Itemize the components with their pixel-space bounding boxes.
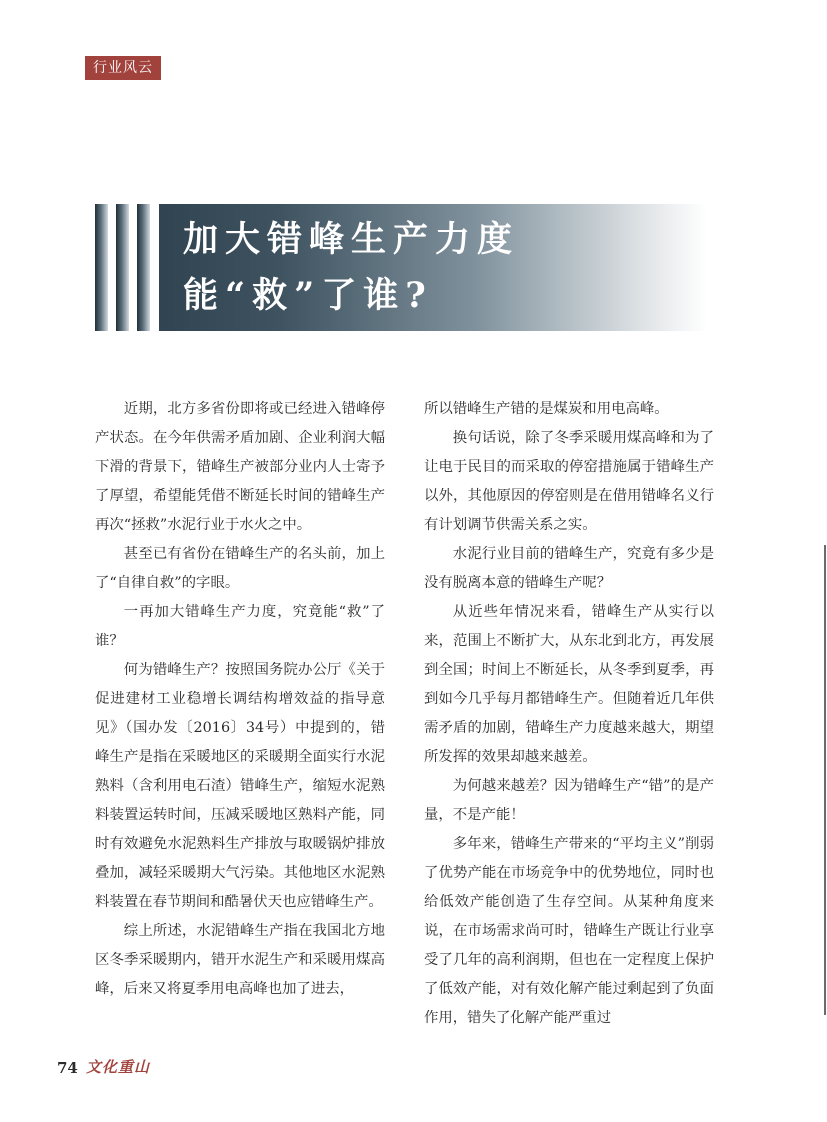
- paragraph-continuation: 所以错峰生产错的是煤炭和用电高峰。: [424, 401, 669, 417]
- article-title: [183, 212, 519, 324]
- page-edge-line: [824, 545, 826, 1015]
- paragraph: 一再加大错峰生产力度，究竟能“救”了谁？: [95, 604, 385, 649]
- left-column: [95, 395, 385, 1004]
- right-column: [424, 395, 714, 1033]
- page-number: 74: [57, 1059, 78, 1077]
- paragraph: 何为错峰生产？按照国务院办公厅《关于促进建材工业稳增长调结构增效益的指导意见》（国办发〔2016〕34号）中提到的，错峰生产是指在采暖地区的采暖期全面实行水泥熟料（含利用电石渣）错峰生产，缩短水泥熟料装置运转时间，压减采暖地区熟料产能，同时有效避免水泥熟料生产排放与取暖锅炉排放叠加，减轻采暖期大气污染。其他地区水泥熟料装置在春节期间和酷暑伏天也应错峰生产。: [95, 662, 385, 910]
- paragraph: 为何越来越差？因为错峰生产“错”的是产量，不是产能！: [424, 778, 714, 823]
- paragraph: 综上所述，水泥错峰生产指在我国北方地区冬季采暖期内，错开水泥生产和采暖用煤高峰，后来又将夏季用电高峰也加了进去，: [95, 923, 385, 997]
- banner-stripe: [95, 204, 108, 331]
- section-tag: 行业风云: [85, 56, 161, 80]
- banner-stripe: [137, 204, 150, 331]
- banner-stripe: [116, 204, 129, 331]
- title-banner: [95, 204, 707, 331]
- banner-stripes: [95, 204, 159, 331]
- paragraph: 从近些年情况来看，错峰生产从实行以来，范围上不断扩大，从东北到北方，再发展到全国；时间上不断延长，从冬季到夏季，再到如今几乎每月都错峰生产。但随着近几年供需矛盾的加剧，错峰生产力度越来越大，期望所发挥的效果却越来越差。: [424, 604, 714, 765]
- title-line-1: 加大错峰生产力度: [183, 219, 520, 260]
- paragraph: 近期，北方多省份即将或已经进入错峰停产状态。在今年供需矛盾加剧、企业利润大幅下滑的背景下，错峰生产被部分业内人士寄予了厚望，希望能凭借不断延长时间的错峰生产再次“拯救”水泥行业于水火之中。: [95, 401, 385, 533]
- title-line-2: 能“救”了谁?: [183, 275, 433, 316]
- paragraph: 多年来，错峰生产带来的“平均主义”削弱了优势产能在市场竞争中的优势地位，同时也给低效产能创造了生存空间。从某种角度来说，在市场需求尚可时，错峰生产既让行业享受了几年的高利润期，但也在一定程度上保护了低效产能，对有效化解产能过剩起到了负面作用，错失了化解产能严重过: [424, 836, 714, 1026]
- magazine-logo: 文化重山: [86, 1058, 151, 1076]
- paragraph: 水泥行业目前的错峰生产，究竟有多少是没有脱离本意的错峰生产呢？: [424, 546, 714, 591]
- paragraph: 甚至已有省份在错峰生产的名头前，加上了“自律自救”的字眼。: [95, 546, 385, 591]
- paragraph: 换句话说，除了冬季采暖用煤高峰和为了让电于民目的而采取的停窑措施属于错峰生产以外，其他原因的停窑则是在借用错峰名义行有计划调节供需关系之实。: [424, 430, 714, 533]
